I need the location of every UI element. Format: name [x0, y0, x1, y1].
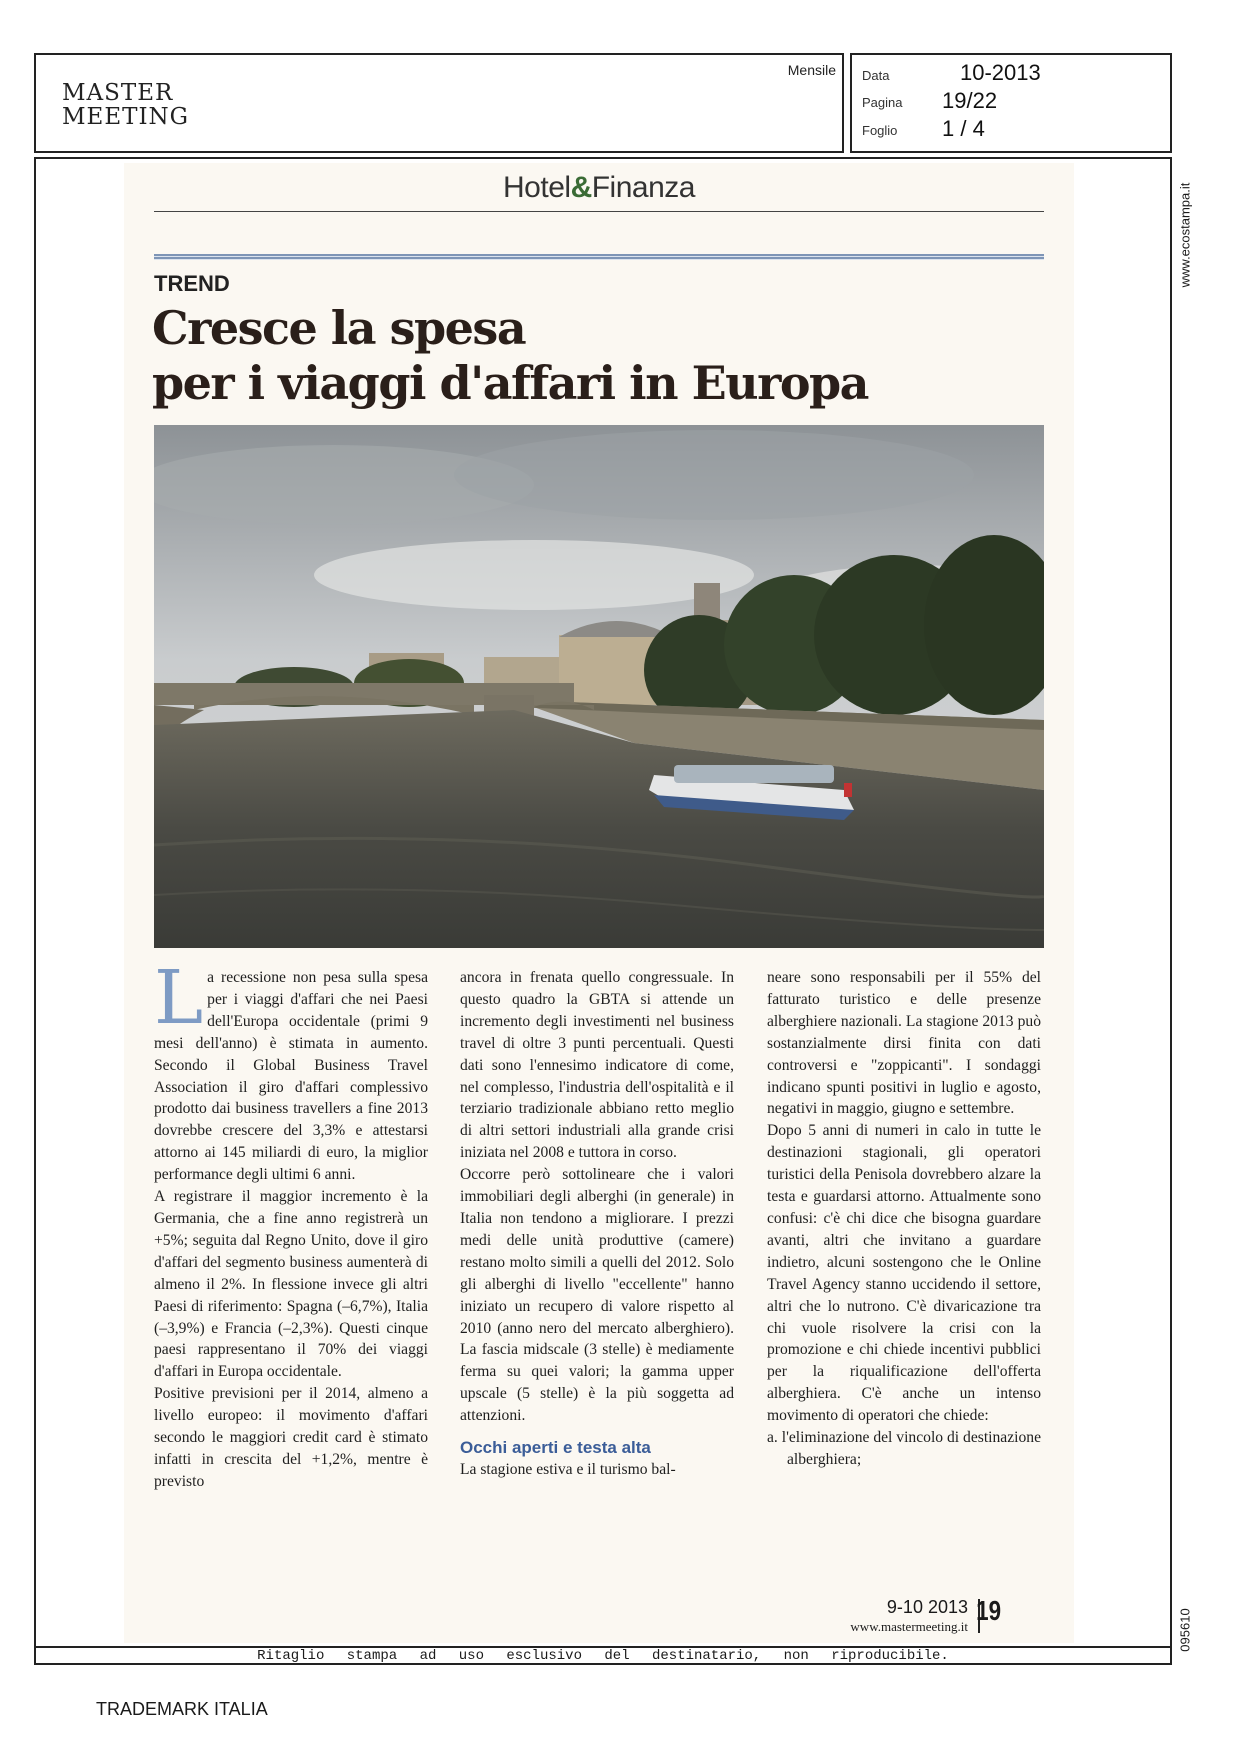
side-code-text: 095610	[1177, 1608, 1193, 1652]
masthead-rule	[154, 211, 1044, 212]
logo-line-2: MEETING	[62, 104, 190, 130]
side-website	[1174, 170, 1196, 300]
magazine-page	[124, 163, 1074, 1643]
masthead-finanza: Finanza	[591, 171, 695, 204]
footer-page-number: 19	[975, 1595, 1001, 1626]
section-label: TREND	[154, 271, 230, 296]
master-meeting-logo	[62, 81, 189, 129]
article-column-2	[460, 967, 734, 1481]
side-website-text: www.ecostampa.it	[1177, 182, 1193, 288]
headline-line-1: Cresce la spesa	[152, 301, 526, 355]
section-rule	[154, 254, 1044, 260]
col3-list-item-a: a. l'eliminazione del vincolo di destinazione alberghiera;	[767, 1429, 1041, 1468]
col1-p1-text: a recessione non pesa sulla spesa per i viaggi d'affari che nei Paesi dell'Europa occidentale (primi 9 mesi dell'anno) è stimata in aumento. Secondo il Global Business Travel Association il giro d'affari complessivo prodotto dai business travellers a fine 2013 dovrebbe crescere del 3,3% e attestarsi attorno ai 145 miliardi di euro, la miglior performance degli ultimi 6 anni.	[154, 969, 428, 1184]
col3-paragraph-1: neare sono responsabili per il 55% del fatturato turistico e delle presenze alberghiere nazionali. La stagione 2013 può sostanzialmente dirsi finita con dati controversi e "zoppicanti". I sondaggi indicano spunti positivi in luglio e agosto, negativi in maggio, giugno e settembre.	[767, 969, 1041, 1118]
header-left-box	[34, 53, 844, 153]
masthead-hotel: Hotel	[503, 171, 571, 204]
col1-paragraph-3: Positive previsioni per il 2014, almeno a livello europeo: il movimento d'affari secondo le maggiori credit card è stimato infatti in crescita del +1,2%, mentre è previsto	[154, 1385, 428, 1490]
article-headline	[152, 301, 868, 411]
article-column-3	[767, 967, 1041, 1471]
pagina-label: Pagina	[862, 95, 903, 110]
foglio-value: 1 / 4	[942, 116, 985, 141]
col3-paragraph-2: Dopo 5 anni di numeri in calo in tutte le destinazioni stagionali, gli operatori turistici della Penisola dovrebbero alzare la testa e guardarsi attorno. Attualmente sono confusi: c'è chi dice che bisogna guardare avanti, altri che invitano a guardare indietro, alcuni sostengono che le Online Travel Agency stanno uccidendo il settore, altri che lo nutrono. C'è divaricazione tra chi vuole risolvere la crisi con la promozione e chi chiede incentivi pubblici per la riqualificazione dell'offerta alberghiera. C'è anche un intenso movimento di operatori che chiede:	[767, 1122, 1041, 1425]
article-column-1	[154, 955, 428, 1493]
data-value: 10-2013	[960, 60, 1041, 85]
data-label: Data	[862, 68, 890, 83]
drop-cap: L	[154, 955, 204, 1041]
col2-paragraph-1: ancora in frenata quello congressuale. In questo quadro la GBTA si attende un incremento degli investimenti nel business travel di oltre 3 punti percentuali. Questi dati sono l'ennesimo indicatore di come, nel complesso, l'industria dell'ospitalità e il terziario tradizionale abbiano retto meglio di altri settori industriali alla grande crisi iniziata nel 2008 e tuttora in corso.	[460, 969, 734, 1162]
footer-website: www.mastermeeting.it	[850, 1619, 968, 1634]
foglio-label: Foglio	[862, 123, 898, 138]
publication-masthead	[124, 171, 1074, 205]
article-subheading: Occhi aperti e testa alta	[460, 1438, 651, 1458]
magazine-page-footer	[804, 1597, 1064, 1637]
clipping-disclaimer: Ritaglio stampa ad uso esclusivo del destinatario, non riproducibile.	[34, 1646, 1172, 1665]
col1-paragraph-2: A registrare il maggior incremento è la Germania, che a fine anno registrerà un +5%; seguita dal Regno Unito, dove il giro d'affari del segmento business aumenterà di almeno il 2%. In flessione invece gli altri Paesi di riferimento: Spagna (–6,7%), Italia (–3,9%) e Francia (–2,3%). Questi cinque paesi rappresentano il 70% dei viaggi d'affari in Europa occidentale.	[154, 1188, 428, 1381]
trademark-label: TRADEMARK ITALIA	[96, 1699, 268, 1719]
masthead-ampersand: &	[570, 171, 592, 204]
col1-paragraph-1	[154, 955, 428, 1186]
header-meta-box	[850, 53, 1172, 153]
article-photo-seine	[154, 425, 1044, 948]
frequency-label: Mensile	[787, 62, 836, 78]
seine-river-illustration	[154, 425, 1044, 948]
headline-line-2: per i viaggi d'affari in Europa	[152, 356, 868, 410]
pagina-value: 19/22	[942, 88, 998, 113]
col2-paragraph-3: La stagione estiva e il turismo bal-	[460, 1461, 676, 1479]
side-code	[1174, 1600, 1196, 1660]
footer-issue-date: 9-10 2013	[886, 1597, 968, 1617]
col2-paragraph-2: Occorre però sottolineare che i valori immobiliari degli alberghi (in generale) in Italia non tendono a migliorare. I prezzi medi delle unità produttive (camere) restano molto simili a quelli del 2012. Solo gli alberghi di livello "eccellente" hanno iniziato un recupero di valore rispetto al 2010 (anno nero del mercato alberghiero). La fascia midscale (3 stelle) è mediamente ferma su quei valori; la gamma upper upscale (5 stelle) è la più soggetta ad attenzioni.	[460, 1166, 734, 1425]
logo-line-1: MASTER	[62, 80, 174, 106]
